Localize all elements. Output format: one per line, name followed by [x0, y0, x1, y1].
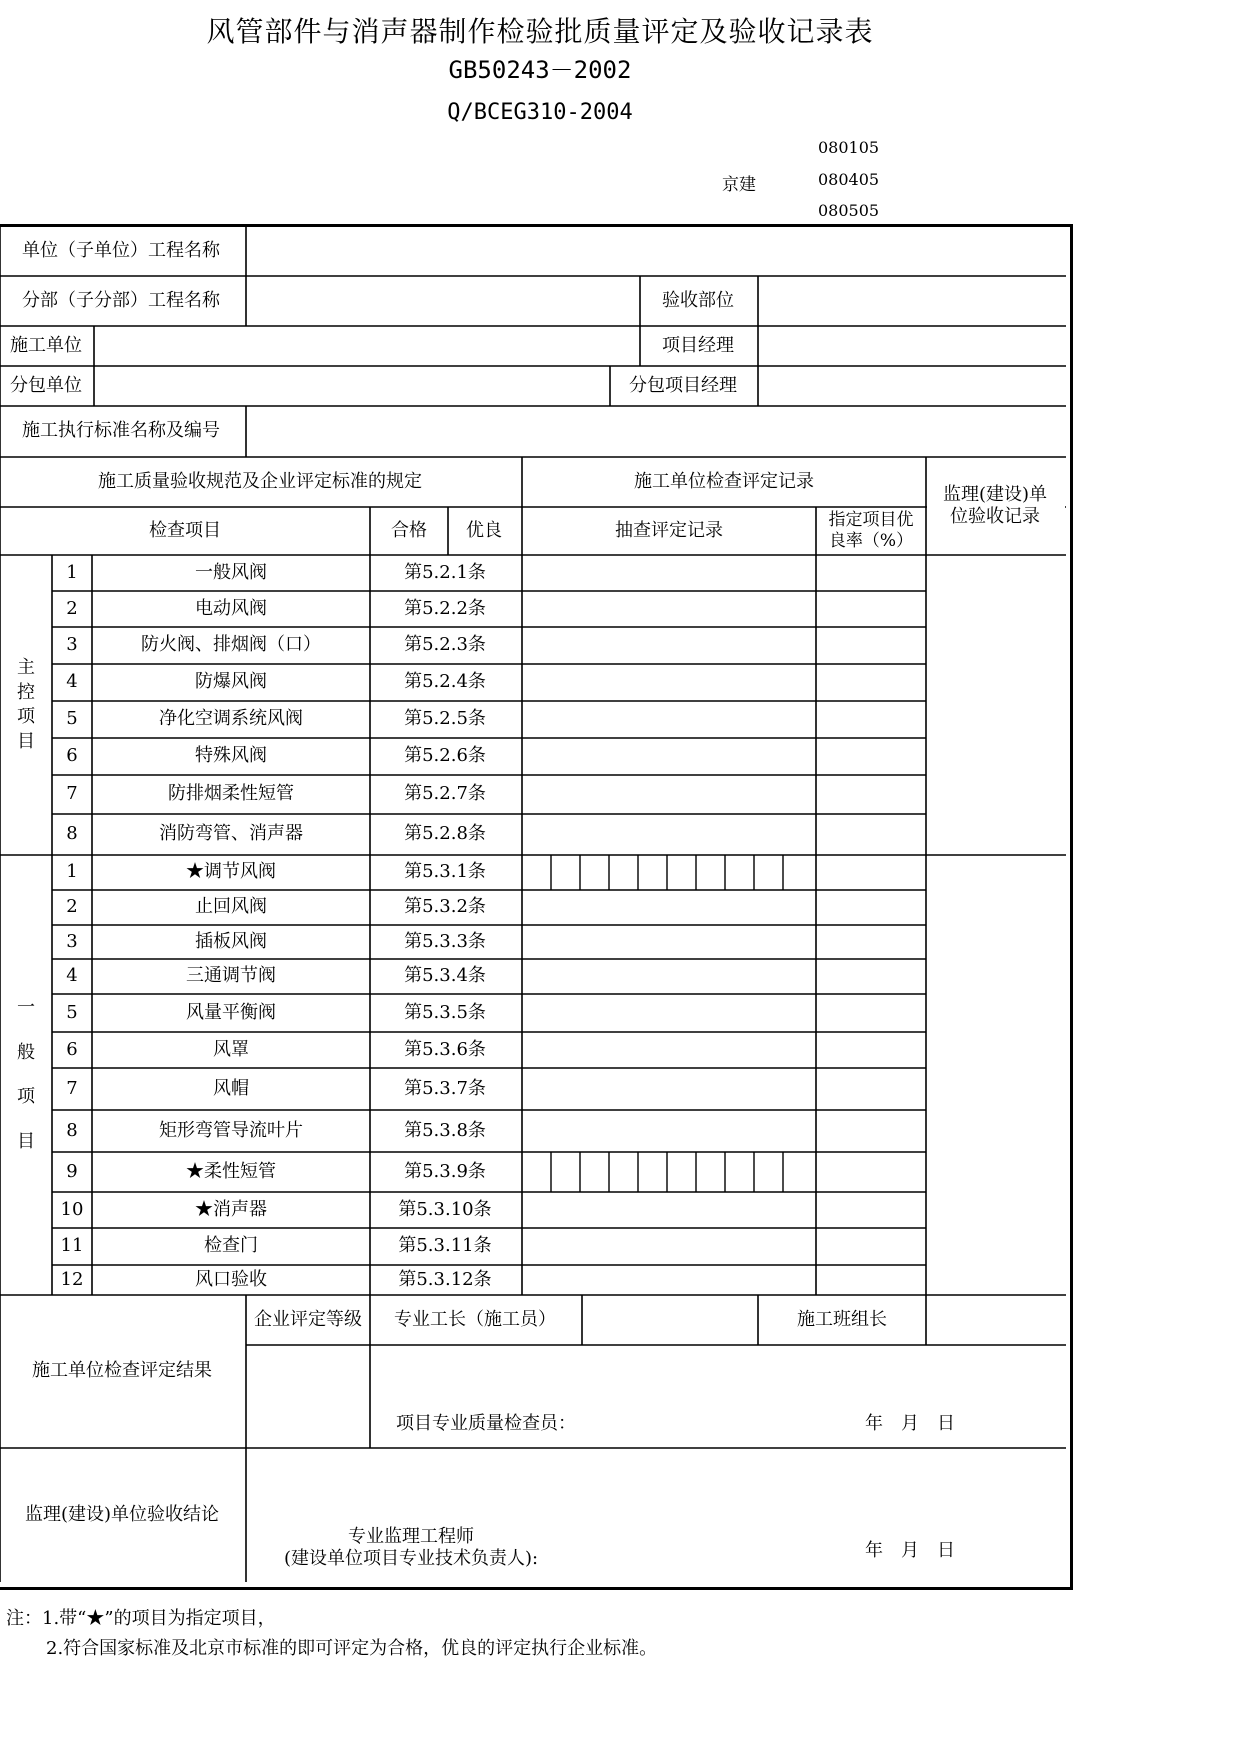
- general_items-row-clause: 第5.3.10条: [398, 1198, 492, 1220]
- main_items-row-name: 电动风阀: [195, 597, 267, 619]
- note-1: 注：1.带“★”的项目为指定项目，: [6, 1608, 276, 1629]
- general_items-row-clause: 第5.3.1条: [404, 861, 486, 883]
- general_items-row-no: 3: [66, 930, 78, 952]
- general_items-row-no: 11: [60, 1235, 84, 1257]
- main_items-row-sample-record[interactable]: [522, 775, 816, 814]
- form-code-2: 080405: [818, 170, 880, 189]
- main_items-row-good-rate[interactable]: [818, 775, 926, 814]
- general_items-row-name: 检查门: [204, 1235, 258, 1257]
- field-sub-manager[interactable]: [758, 366, 1064, 406]
- general_items-row-name: 风罩: [213, 1038, 249, 1060]
- main_items-row-clause: 第5.2.4条: [404, 671, 486, 693]
- general_items-row-good-rate[interactable]: [818, 1152, 926, 1192]
- general_items-row-no: 7: [66, 1077, 78, 1099]
- enterprise-standard-code: Q/BCEG310-2004: [447, 100, 633, 125]
- national-standard-code: GB50243－2002: [448, 56, 632, 84]
- general_items-row-sample-record[interactable]: [522, 1152, 816, 1192]
- main_items-row-name: 防排烟柔性短管: [168, 783, 294, 805]
- general_items-row-sample-record[interactable]: [522, 925, 816, 959]
- inspection-table: [0, 224, 1066, 1587]
- form-code-3: 080505: [818, 201, 880, 220]
- main_items-row-no: 2: [66, 597, 78, 619]
- general_items-row-clause: 第5.3.2条: [404, 896, 486, 918]
- general_items-row-name: 三通调节阀: [186, 965, 276, 987]
- main_items-row-no: 1: [66, 561, 78, 583]
- general_items-row-name: 风量平衡阀: [186, 1001, 276, 1023]
- main_items-row-no: 5: [66, 708, 78, 730]
- general_items-row-no: 1: [66, 861, 78, 883]
- label-contractor-result: 施工单位检查评定结果: [32, 1360, 212, 1382]
- general_items-row-sample-record[interactable]: [522, 1068, 816, 1110]
- general_items-row-no: 12: [60, 1268, 84, 1290]
- general_items-row-sample-record[interactable]: [522, 1265, 816, 1295]
- main_items-row-no: 4: [66, 671, 78, 693]
- general_items-row-name: 插板风阀: [195, 930, 267, 952]
- label-inspector: 项目专业质量检查员：: [396, 1412, 576, 1434]
- label-unit-project: 单位（子单位）工程名称: [22, 240, 220, 262]
- main_items-row-clause: 第5.2.8条: [404, 823, 486, 845]
- main_items-row-sample-record[interactable]: [522, 738, 816, 775]
- label-sub-manager: 分包项目经理: [629, 374, 737, 396]
- field-foreman[interactable]: [582, 1295, 758, 1345]
- general_items-row-clause: 第5.3.12条: [398, 1268, 492, 1290]
- col-good-rate: 指定项目优良率（%）: [828, 509, 914, 551]
- general_items-row-no: 5: [66, 1001, 78, 1023]
- main_items-row-no: 6: [66, 745, 78, 767]
- field-subcontractor[interactable]: [94, 366, 608, 406]
- general_items-row-good-rate[interactable]: [818, 994, 926, 1032]
- main_items-row-name: 一般风阀: [195, 561, 267, 583]
- col-good: 优良: [466, 519, 502, 541]
- main_items-row-good-rate[interactable]: [818, 591, 926, 627]
- main_items-row-sample-record[interactable]: [522, 591, 816, 627]
- main_items-row-sample-record[interactable]: [522, 555, 816, 591]
- general_items-row-good-rate[interactable]: [818, 1192, 926, 1228]
- general_items-row-sample-record[interactable]: [522, 855, 816, 890]
- general_items-row-sample-record[interactable]: [522, 1228, 816, 1265]
- main_items-row-good-rate[interactable]: [818, 738, 926, 775]
- note-2: 2.符合国家标准及北京市标准的即可评定为合格，优良的评定执行企业标准。: [46, 1638, 658, 1659]
- main_items-row-no: 7: [66, 783, 78, 805]
- general_items-row-good-rate[interactable]: [818, 1265, 926, 1295]
- field-unit-project[interactable]: [246, 227, 1064, 276]
- field-grade[interactable]: [246, 1345, 370, 1448]
- general_items-row-good-rate[interactable]: [818, 1110, 926, 1152]
- main-group-label: 主 控 项 目: [17, 657, 35, 752]
- main_items-row-good-rate[interactable]: [818, 701, 926, 738]
- main_items-row-clause: 第5.2.6条: [404, 745, 486, 767]
- general_items-row-sample-record[interactable]: [522, 1032, 816, 1068]
- main_items-row-clause: 第5.2.7条: [404, 783, 486, 805]
- field-team-leader[interactable]: [926, 1295, 1064, 1345]
- main_items-row-sample-record[interactable]: [522, 814, 816, 855]
- main_items-row-good-rate[interactable]: [818, 664, 926, 701]
- general_items-row-clause: 第5.3.4条: [404, 965, 486, 987]
- label-project-manager: 项目经理: [662, 334, 734, 356]
- general_items-row-sample-record[interactable]: [522, 1110, 816, 1152]
- field-project-manager[interactable]: [758, 326, 1064, 366]
- main_items-row-name: 净化空调系统风阀: [159, 708, 303, 730]
- general-group-label: 一 般 项 目: [17, 997, 35, 1152]
- main_items-row-sample-record[interactable]: [522, 627, 816, 664]
- main_items-row-good-rate[interactable]: [818, 627, 926, 664]
- main_items-row-sample-record[interactable]: [522, 664, 816, 701]
- main_items-row-name: 特殊风阀: [195, 745, 267, 767]
- label-subcontractor: 分包单位: [10, 374, 82, 396]
- general_items-row-good-rate[interactable]: [818, 1228, 926, 1265]
- supervisor-date: 年 月 日: [865, 1539, 955, 1561]
- label-sub-project: 分部（子分部）工程名称: [22, 289, 220, 311]
- form-title: 风管部件与消声器制作检验批质量评定及验收记录表: [206, 15, 874, 48]
- main_items-row-name: 防爆风阀: [195, 671, 267, 693]
- main_items-row-no: 3: [66, 634, 78, 656]
- main_items-row-name: 消防弯管、消声器: [159, 823, 303, 845]
- general_items-row-good-rate[interactable]: [818, 1032, 926, 1068]
- general_items-row-name: 止回风阀: [195, 896, 267, 918]
- general_items-row-no: 2: [66, 896, 78, 918]
- col-item: 检查项目: [149, 519, 221, 541]
- general_items-row-name: ★柔性短管: [186, 1160, 276, 1182]
- label-grade: 企业评定等级: [254, 1308, 362, 1330]
- spec-header: 施工质量验收规范及企业评定标准的规定: [98, 470, 422, 492]
- field-exec-standard[interactable]: [246, 406, 1064, 457]
- code-prefix: 京建: [722, 175, 756, 195]
- field-sub-project[interactable]: [246, 276, 640, 326]
- general_items-row-clause: 第5.3.11条: [398, 1235, 492, 1257]
- form-code-1: 080105: [818, 138, 880, 157]
- main_items-row-clause: 第5.2.3条: [404, 634, 486, 656]
- general_items-row-no: 8: [66, 1119, 78, 1141]
- general_items-row-clause: 第5.3.6条: [404, 1038, 486, 1060]
- general_items-row-clause: 第5.3.8条: [404, 1119, 486, 1141]
- main_items-row-clause: 第5.2.1条: [404, 561, 486, 583]
- label-supervisor-1: 专业监理工程师: [348, 1525, 474, 1547]
- general_items-row-no: 6: [66, 1038, 78, 1060]
- field-contractor[interactable]: [94, 326, 640, 366]
- main_items-row-no: 8: [66, 823, 78, 845]
- general_items-row-sample-record[interactable]: [522, 890, 816, 925]
- general_items-row-clause: 第5.3.5条: [404, 1001, 486, 1023]
- general_items-row-no: 4: [66, 965, 78, 987]
- general_items-row-sample-record[interactable]: [522, 959, 816, 994]
- general_items-row-name: 矩形弯管导流叶片: [159, 1119, 303, 1141]
- general_items-row-name: ★消声器: [195, 1198, 267, 1220]
- field-accept-location[interactable]: [758, 276, 1064, 326]
- general_items-row-good-rate[interactable]: [818, 925, 926, 959]
- general_items-row-sample-record[interactable]: [522, 1192, 816, 1228]
- main_items-row-good-rate[interactable]: [818, 814, 926, 855]
- main_items-row-good-rate[interactable]: [818, 555, 926, 591]
- supervision-header: 监理(建设)单位验收记录: [942, 483, 1048, 527]
- general_items-row-no: 9: [66, 1160, 78, 1182]
- general_items-row-clause: 第5.3.7条: [404, 1077, 486, 1099]
- general_items-row-good-rate[interactable]: [818, 855, 926, 890]
- general_items-row-sample-record[interactable]: [522, 994, 816, 1032]
- general_items-row-name: ★调节风阀: [186, 861, 276, 883]
- label-contractor: 施工单位: [10, 334, 82, 356]
- col-sample-record: 抽查评定记录: [615, 519, 723, 541]
- inspector-date: 年 月 日: [865, 1412, 955, 1434]
- label-exec-standard: 施工执行标准名称及编号: [22, 420, 220, 442]
- label-team-leader: 施工班组长: [797, 1308, 887, 1330]
- general_items-row-clause: 第5.3.9条: [404, 1160, 486, 1182]
- label-accept-location: 验收部位: [662, 289, 734, 311]
- general_items-row-no: 10: [60, 1198, 84, 1220]
- check-header: 施工单位检查评定记录: [634, 470, 814, 492]
- main_items-row-clause: 第5.2.5条: [404, 708, 486, 730]
- main_items-row-sample-record[interactable]: [522, 701, 816, 738]
- general_items-row-name: 风帽: [213, 1077, 249, 1099]
- general_items-row-good-rate[interactable]: [818, 1068, 926, 1110]
- label-supervisor-2: (建设单位项目专业技术负责人):: [283, 1547, 539, 1569]
- general_items-row-clause: 第5.3.3条: [404, 930, 486, 952]
- general_items-row-name: 风口验收: [195, 1268, 267, 1290]
- main_items-row-clause: 第5.2.2条: [404, 597, 486, 619]
- label-supervision-conclusion: 监理(建设)单位验收结论: [24, 1503, 220, 1525]
- general_items-row-good-rate[interactable]: [818, 959, 926, 994]
- label-foreman: 专业工长（施工员）: [394, 1308, 556, 1330]
- main_items-row-name: 防火阀、排烟阀（口）: [141, 634, 321, 656]
- col-pass: 合格: [391, 519, 427, 541]
- general_items-row-good-rate[interactable]: [818, 890, 926, 925]
